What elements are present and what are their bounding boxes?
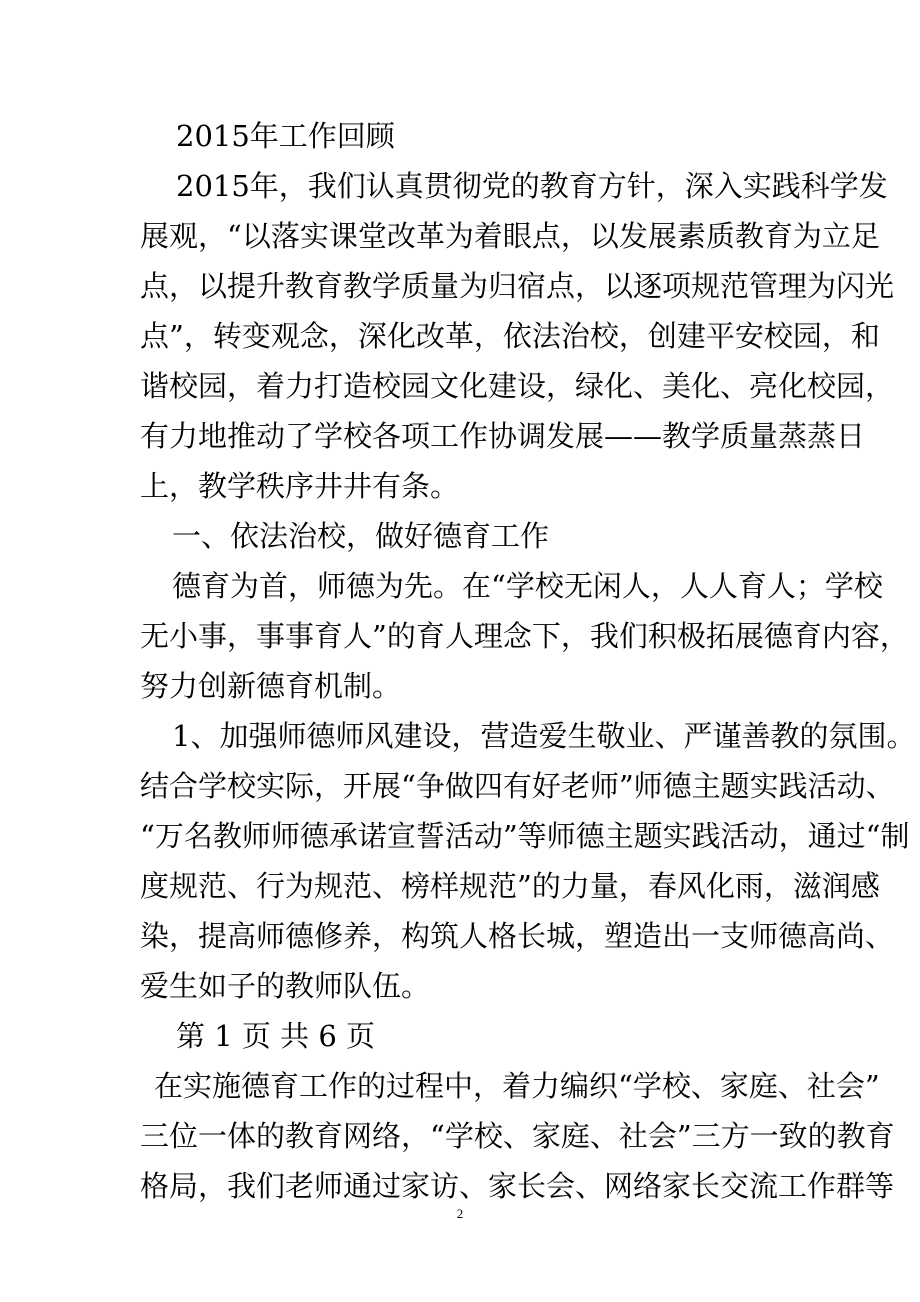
- item-one-line-4: 度规范、行为规范、榜样规范”的力量，春风化雨，滋润感: [140, 869, 880, 903]
- section-one-line-1: 德育为首，师德为先。在“学校无闲人，人人育人；学校: [172, 569, 883, 603]
- document-heading: 2015年工作回顾: [176, 119, 395, 153]
- intro-line-2: 展观，“以落实课堂改革为着眼点，以发展素质教育为立足: [140, 219, 880, 253]
- item-one-line-5: 染，提高师德修养，构筑人格长城，塑造出一支师德高尚、: [140, 919, 895, 953]
- intro-line-6: 有力地推动了学校各项工作协调发展——教学质量蒸蒸日: [140, 419, 866, 453]
- item-one-line-3: “万名教师师德承诺宣誓活动”等师德主题实践活动，通过“制: [140, 819, 910, 853]
- item-one-line-6: 爱生如子的教师队伍。: [140, 969, 431, 1003]
- section-one-title: 一、依法治校，做好德育工作: [172, 519, 550, 553]
- page-marker: 第 1 页 共 6 页: [176, 1019, 375, 1053]
- footer-page-number: 2: [456, 1206, 464, 1221]
- item-one-line-1: 1、加强师德师风建设，营造爱生敬业、严谨善教的氛围。: [172, 719, 916, 753]
- intro-line-7: 上，教学秩序井井有条。: [140, 469, 460, 503]
- intro-line-5: 谐校园，着力打造校园文化建设，绿化、美化、亮化校园，: [140, 369, 895, 403]
- section-one-line-2: 无小事，事事育人”的育人理念下，我们积极拓展德育内容，: [140, 619, 909, 653]
- closing-line-3: 格局，我们老师通过家访、家长会、网络家长交流工作群等: [140, 1169, 895, 1203]
- closing-line-1: 在实施德育工作的过程中，着力编织“学校、家庭、社会”: [154, 1069, 880, 1103]
- intro-line-4: 点”，转变观念，深化改革，依法治校，创建平安校园，和: [140, 319, 880, 353]
- intro-line-3: 点，以提升教育教学质量为归宿点，以逐项规范管理为闪光: [140, 269, 895, 303]
- item-one-line-2: 结合学校实际，开展“争做四有好老师”师德主题实践活动、: [140, 769, 895, 803]
- section-one-line-3: 努力创新德育机制。: [140, 669, 402, 703]
- closing-line-2: 三位一体的教育网络，“学校、家庭、社会”三方一致的教育: [140, 1119, 895, 1153]
- intro-line-1: 2015年，我们认真贯彻党的教育方针，深入实践科学发: [176, 169, 888, 203]
